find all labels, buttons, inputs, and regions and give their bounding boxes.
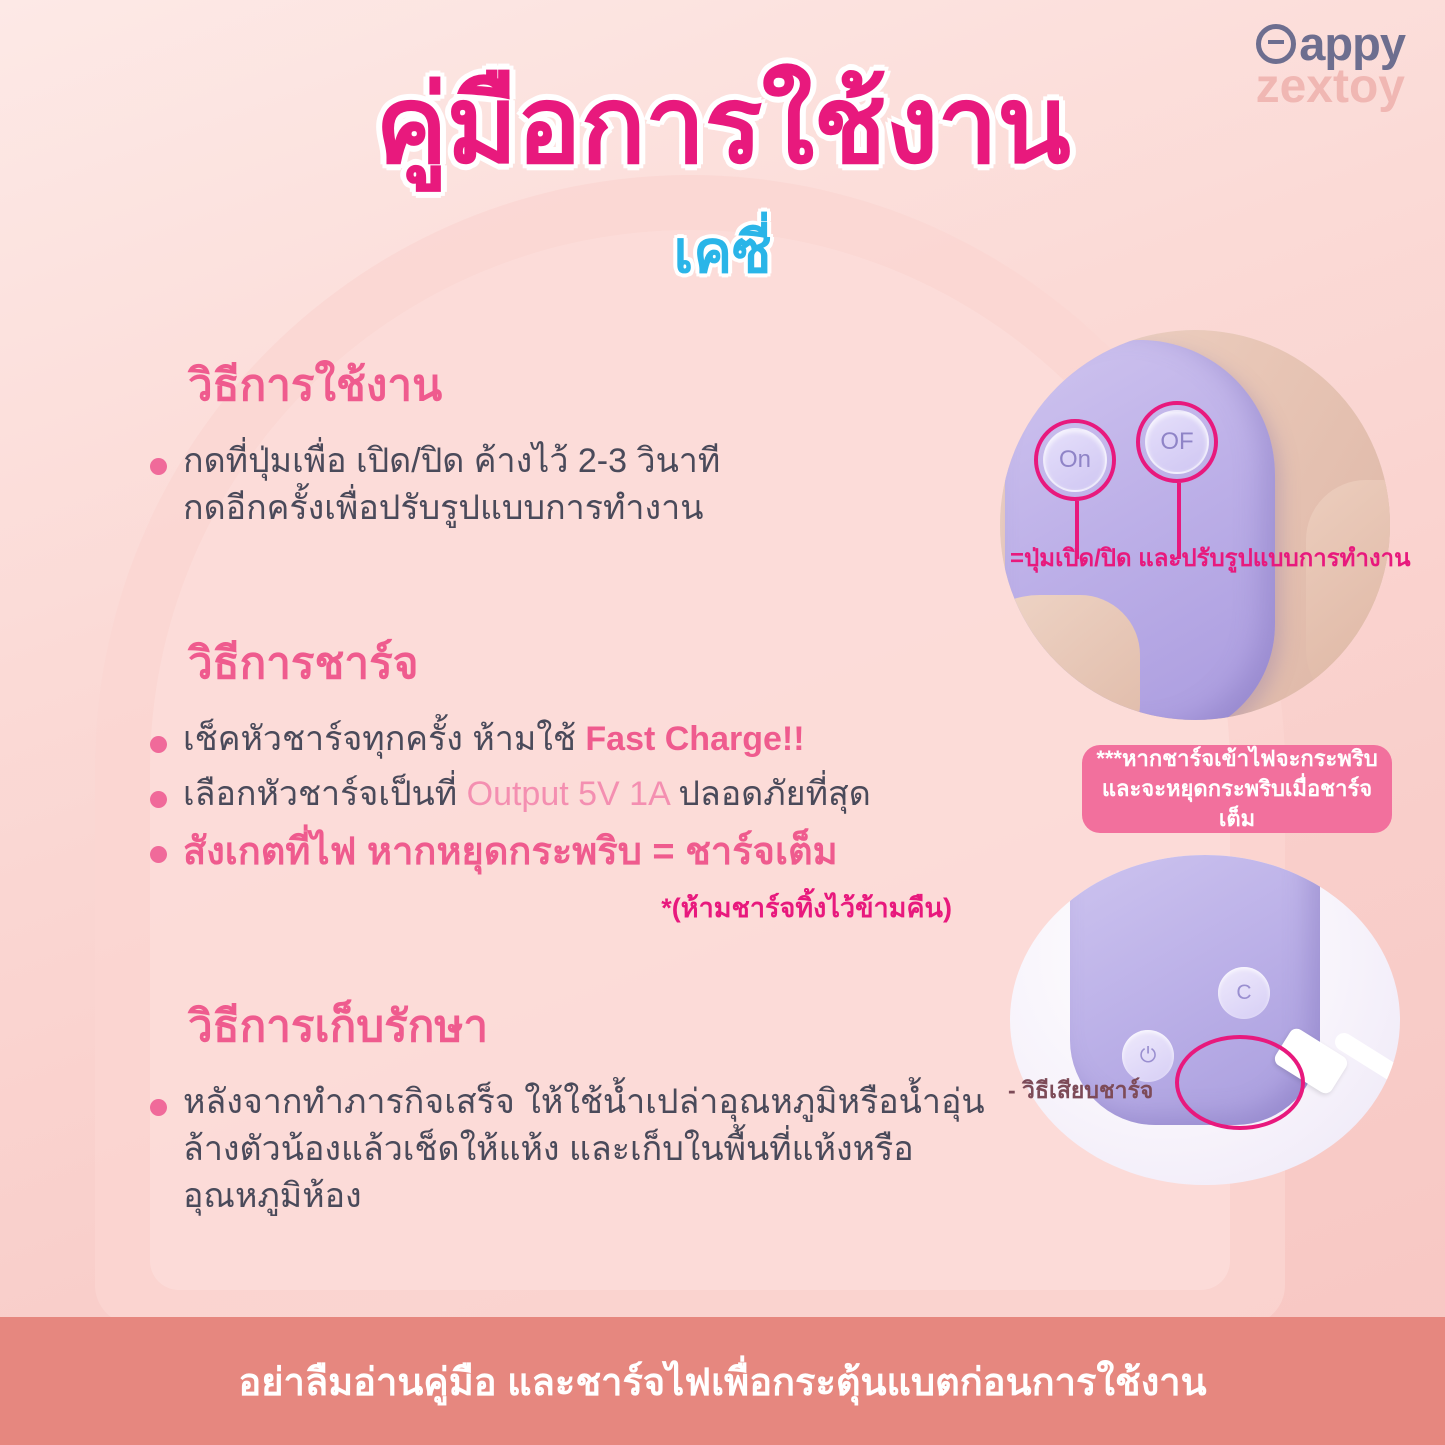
- bullet-dot-icon: [150, 791, 167, 808]
- charging-item-2: [183, 771, 871, 818]
- charging-blink-note-line1: ***หากชาร์จเข้าไฟจะกระพริบ: [1096, 746, 1378, 772]
- section-usage: [150, 350, 990, 532]
- charging-blink-note: [1082, 745, 1392, 833]
- usage-item-line1: กดที่ปุ่มเพื่อ เปิด/ปิด ค้างไว้ 2-3 วินาที: [183, 442, 721, 480]
- list-item: [150, 716, 990, 763]
- list-item: [150, 438, 990, 532]
- brand-logo-bottom: zextoy: [1255, 60, 1405, 114]
- bullet-dot-icon: [150, 1099, 167, 1116]
- bullet-dot-icon: [150, 458, 167, 475]
- list-item: [150, 771, 990, 818]
- storage-item-line2: ล้างตัวน้องแล้วเช็ดให้แห้ง และเก็บในพื้นที่แห้งหรืออุณหภูมิห้อง: [183, 1129, 914, 1215]
- device-button-power: ⏻: [1122, 1030, 1174, 1082]
- bullet-dot-icon: [150, 846, 167, 863]
- product-photo-bottom: [1010, 855, 1400, 1185]
- charging-note: *(ห้ามชาร์จทิ้งไว้ข้ามคืน): [661, 893, 952, 924]
- finger-illustration: [1306, 480, 1390, 710]
- device-button-mode: C: [1218, 967, 1270, 1019]
- list-item: [150, 1079, 990, 1220]
- hand-illustration: [1000, 330, 1390, 720]
- spacer: [150, 943, 990, 991]
- thumb-illustration: [1000, 595, 1140, 720]
- list-item: [150, 826, 990, 878]
- usage-item-line2: กดอีกครั้งเพื่อปรับรูปแบบการทำงาน: [183, 488, 704, 527]
- device-button-on: On: [1043, 428, 1107, 492]
- highlight-ring-on-icon: [1034, 419, 1116, 501]
- charging-item-2-em: Output 5V 1A: [466, 774, 669, 813]
- usb-cable: [1332, 1030, 1400, 1125]
- charging-item-1: [183, 716, 805, 763]
- charging-item-1-em: Fast Charge!!: [585, 719, 805, 758]
- highlight-ring-port-icon: [1175, 1035, 1305, 1130]
- charging-item-3: [183, 826, 838, 878]
- section-storage-heading: วิธีการเก็บรักษา: [188, 1002, 489, 1052]
- highlight-ring-off-icon: [1136, 401, 1218, 483]
- storage-item-line1: หลังจากทำภารกิจเสร็จ ให้ใช้น้ำเปล่าอุณหภูมิหรือน้ำอุ่น: [183, 1083, 985, 1122]
- product-photo-top: [1000, 330, 1390, 720]
- callout-top-label: =ปุ่มเปิด/ปิด และปรับรูปแบบการทำงาน: [1010, 545, 1411, 572]
- footer-bar: [0, 1317, 1445, 1445]
- page-subtitle: เคซี่: [673, 220, 772, 285]
- brand-logo-top-text: appy: [1299, 17, 1405, 70]
- section-charging-heading: วิธีการชาร์จ: [188, 638, 419, 688]
- usage-item-text: [183, 438, 720, 532]
- content-column: [150, 350, 990, 1234]
- charging-item-2-post: ปลอดภัยที่สุด: [668, 774, 871, 813]
- charging-blink-note-line2: และจะหยุดกระพริบเมื่อชาร์จเต็ม: [1101, 776, 1373, 831]
- bullet-dot-icon: [150, 736, 167, 753]
- callout-bottom-label: - วิธีเสียบชาร์จ: [1008, 1077, 1154, 1103]
- device-button-off: OF: [1145, 410, 1209, 474]
- spacer: [150, 546, 990, 628]
- storage-item-text: [183, 1079, 990, 1220]
- charging-item-2-pre: เลือกหัวชาร์จเป็นที่: [183, 774, 467, 813]
- page-title: คู่มือการใช้งาน: [375, 64, 1070, 185]
- footer-text: อย่าลืมอ่านคู่มือ และชาร์จไฟเพื่อกระตุ้นแบตก่อนการใช้งาน: [238, 1361, 1207, 1404]
- charging-item-1-pre: เช็คหัวชาร์จทุกครั้ง ห้ามใช้: [183, 719, 586, 758]
- section-charging: [150, 628, 990, 929]
- charging-item-3-em: สังเกตที่ไฟ หากหยุดกระพริบ = ชาร์จเต็ม: [183, 830, 838, 873]
- section-usage-heading: วิธีการใช้งาน: [188, 361, 443, 410]
- section-storage: [150, 991, 990, 1220]
